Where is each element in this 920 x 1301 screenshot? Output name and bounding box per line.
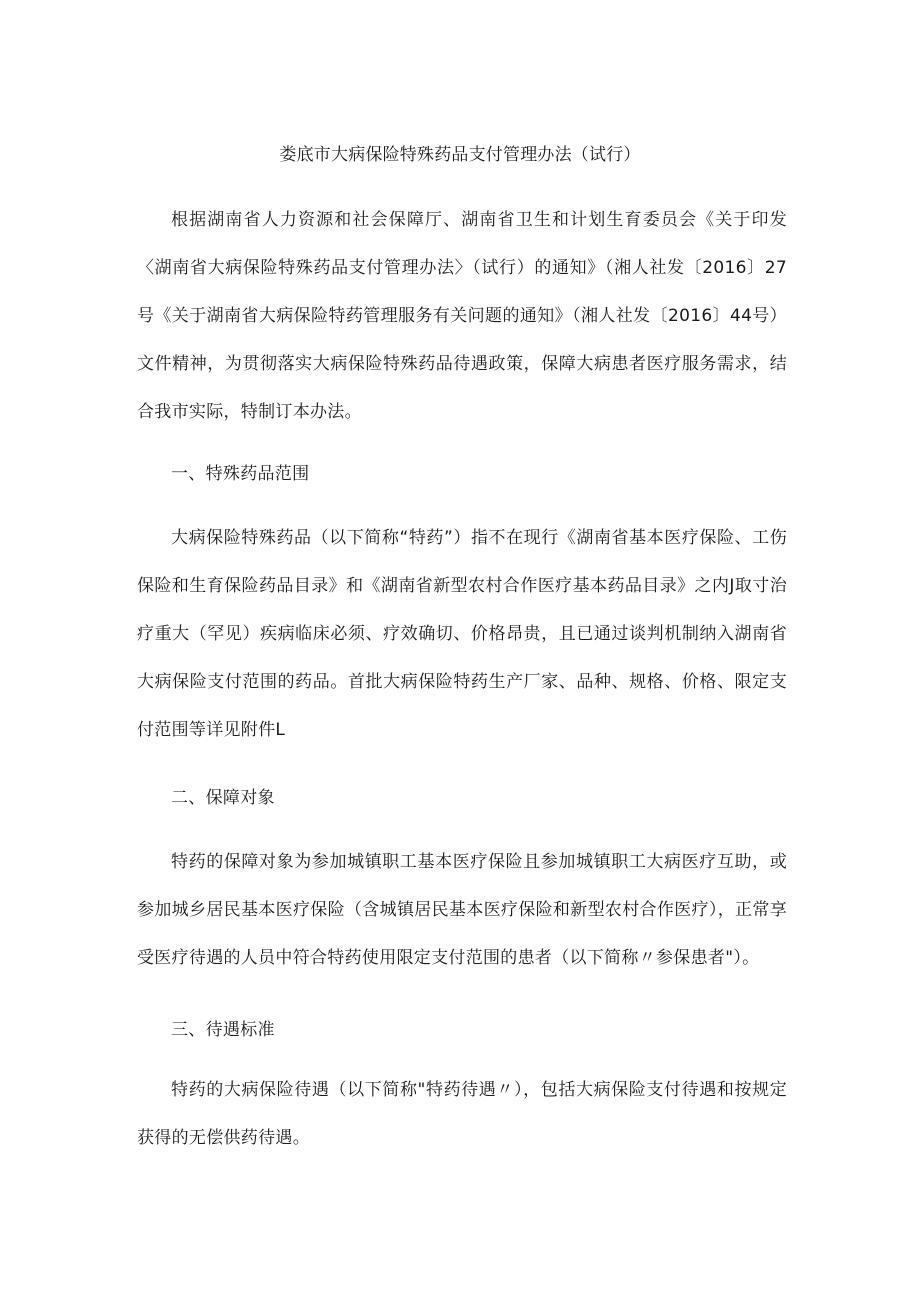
section-3-heading: 三、待遇标准: [171, 1020, 275, 1040]
section-2-paragraph: 特药的保障对象为参加城镇职工基本医疗保险且参加城镇职工大病医疗互助，或参加城乡居民基本医疗保险（含城镇居民基本医疗保险和新型农村合作医疗），正常享受医疗待遇的人员中符合特药使用限定支付范围的患者（以下简称〃参保患者"）。: [137, 852, 787, 968]
section-2-heading: 二、保障对象: [171, 788, 275, 808]
section-1-heading: 一、特殊药品范围: [171, 464, 310, 484]
section-1-paragraph: 大病保险特殊药品（以下简称“特药”）指不在现行《湖南省基本医疗保险、工伤保险和生育保险药品目录》和《湖南省新型农村合作医疗基本药品目录》之内J取寸治疗重大（罕见）疾病临床必须、疗效确切、价格昂贵，且已通过谈判机制纳入湖南省大病保险支付范围的药品。首批大病保险特药生产厂家、品种、规格、价格、限定支付范围等详见附件L: [137, 528, 787, 740]
page-title: 娄底市大病保险特殊药品支付管理办法（试行）: [279, 145, 641, 165]
intro-paragraph: 根据湖南省人力资源和社会保障厅、湖南省卫生和计划生育委员会《关于印发〈湖南省大病保险特殊药品支付管理办法〉（试行）的通知》（湘人社发〔2016〕27号《关于湖南省大病保险特药管理服务有关问题的通知》（湘人社发〔2016〕44号）文件精神，为贯彻落实大病保险特殊药品待遇政策，保障大病患者医疗服务需求，结合我市实际，特制订本办法。: [137, 210, 787, 422]
section-3-paragraph: 特药的大病保险待遇（以下简称"特药待遇〃），包括大病保险支付待遇和按规定获得的无偿供药待遇。: [137, 1080, 787, 1148]
